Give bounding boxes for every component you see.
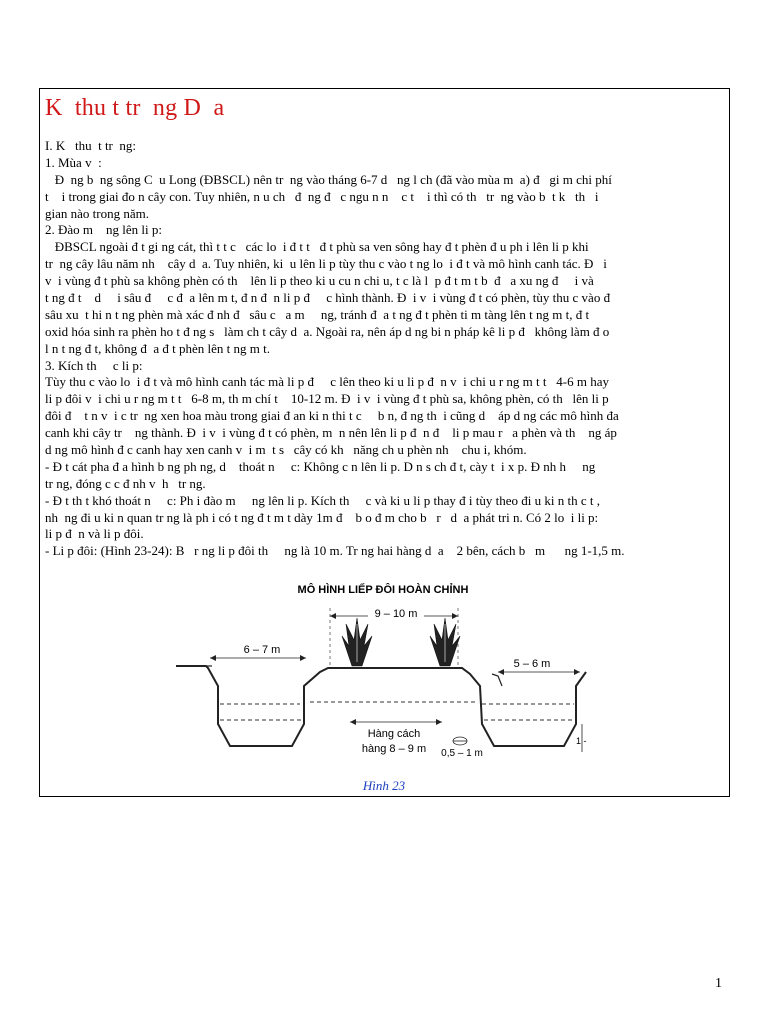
body-line: t ng đ t d i sâu đ c đ a lên m t, đ n đ n li p đ c hình thành. Đ i v i vùng đ t có phèn, tùy thu c vào đ: [45, 290, 611, 306]
body-line: 3. Kích th c li p:: [45, 357, 143, 373]
body-line: Đ ng b ng sông C u Long (ĐBSCL) nên tr ng vào tháng 6-7 d ng l ch (đã vào mùa m a) đ gi m chi phí: [45, 171, 612, 187]
body-line: tr ng, đóng c c đ nh v h tr ng.: [45, 475, 206, 491]
body-text: [45, 138, 727, 560]
left-ditch-width-label: 6 – 7 m: [243, 644, 281, 656]
page-number: 1: [715, 976, 722, 991]
body-line: Tùy thu c vào lo i đ t và mô hình canh tác mà li p đ c lên theo ki u li p đ n v i chi u r ng m t t 4-6 m hay: [45, 374, 609, 390]
body-line: - Li p đôi: (Hình 23-24): B r ng li p đôi th ng là 10 m. Tr ng hai hàng d a 2 bên, cách b m ng 1-1,5 m.: [45, 543, 625, 559]
body-line: tr ng cây lâu năm nh cây d a. Tuy nhiên, ki u lên li p tùy thu c vào t ng lo i đ t và mô hình canh tác. Đ i: [45, 256, 607, 272]
body-line: sâu xu t hi n t ng phèn mà xác đ nh đ sâu c a m ng, tránh đ a t ng đ t phèn ti m tàng lên t ng m t, đ t: [45, 306, 590, 322]
page-title: K thu t tr ng D a: [45, 95, 225, 121]
body-line: nh ng đi u ki n quan tr ng là ph i có t ng đ t m t dày 1m đ b o đ m cho b r d a phát tri n. Có 2 lo i li p:: [45, 509, 599, 525]
plant-spacing-label: 0,5 – 1 m: [441, 748, 483, 759]
right-ditch-width-label: 5 – 6 m: [513, 658, 551, 670]
body-line: - Đ t th t khó thoát n c: Ph i đào m ng lên li p. Kích th c và ki u li p thay đ i tùy theo đi u ki n th c t ,: [45, 492, 600, 508]
figure-caption: Hình 23: [362, 778, 406, 793]
body-line: oxid hóa sinh ra phèn ho t đ ng s làm ch t cây d a. Ngoài ra, nên áp d ng bi n pháp kê li p đ không làm đ o: [45, 323, 610, 339]
bed-width-label: 9 – 10 m: [374, 608, 418, 620]
depth-label: 1 -: [576, 736, 587, 746]
body-line: - Đ t cát pha đ a hình b ng ph ng, d thoát n c: Không c n lên li p. D n s ch đ t, cày t i x p. Đ nh h ng: [45, 458, 596, 474]
body-line: d ng mô hình đ c canh hay xen canh v i m t s cây có kh năng ch u phèn nh chu i, khóm.: [45, 442, 527, 458]
body-line: 1. Mùa v :: [45, 154, 102, 170]
body-line: l n t ng đ t, không đ a đ t phèn lên t ng m t.: [45, 340, 270, 356]
body-line: gian nào trong năm.: [45, 205, 149, 221]
body-line: li p đôi v i chi u r ng m t t 6-8 m, th m chí t 10-12 m. Đ i v i vùng đ t phù sa, không phèn, có th lên li p: [45, 391, 609, 407]
body-line: li p đ n và li p đôi.: [45, 526, 144, 542]
body-line: đôi đ t n v i c tr ng xen hoa màu trong giai đ an ki n thi t c b n, đ ng th i cũng d áp d ng các mô hình đa: [45, 408, 619, 424]
body-line: t i trong giai đo n cây con. Tuy nhiên, n u ch đ ng đ c ngu n n c t i thì có th tr ng vào b t k th i: [45, 188, 599, 204]
double-bed-diagram: [172, 574, 594, 782]
body-line: ĐBSCL ngoài đ t gi ng cát, thì t t c các lo i đ t t đ t phù sa ven sông hay đ t phèn đ u ph i lên li p khi: [45, 239, 589, 255]
body-line: v i vùng đ t phù sa không phèn có th lên li p theo ki u cu n chi u, t c là l p đ t m t b đ a xu ng đ i và: [45, 273, 594, 289]
body-line: canh khi cây tr ng thành. Đ i v i vùng đ t có phèn, m n nên lên li p đ n đ li p mau r a phèn và th ng áp: [45, 425, 617, 441]
diagram-heading: MÔ HÌNH LIẾP ĐÔI HOÀN CHỈNH: [297, 584, 469, 596]
body-line: 2. Đào m ng lên li p:: [45, 222, 162, 238]
row-spacing-label-1: Hàng cách: [367, 728, 421, 740]
row-spacing-label-2: hàng 8 – 9 m: [361, 743, 427, 755]
body-line: I. K thu t tr ng:: [45, 138, 136, 153]
